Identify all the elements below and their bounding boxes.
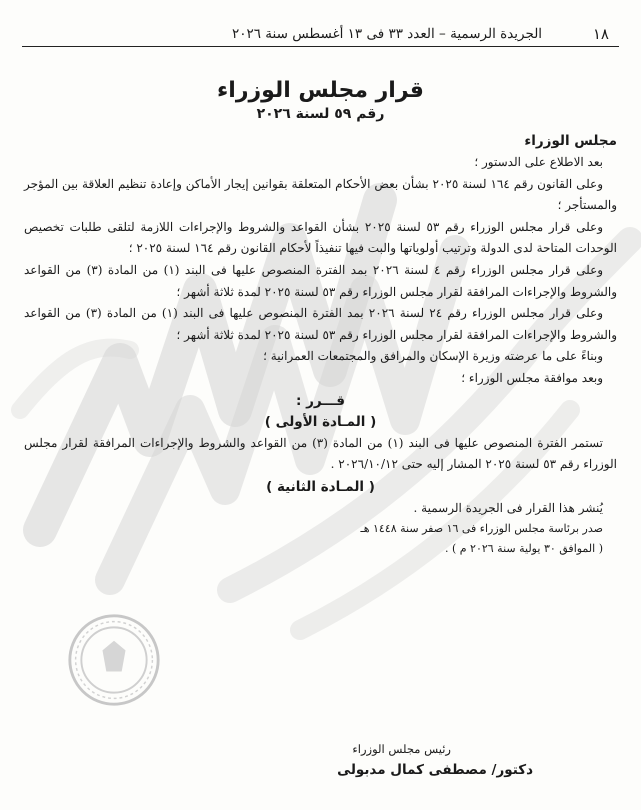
signer-role: رئيس مجلس الوزراء: [352, 742, 451, 756]
preamble-decree-4: وعلى قرار مجلس الوزراء رقم ٤ لسنة ٢٠٢٦ بمد الفترة المنصوص عليها فى البند (١) من المادة (٣) من القواعد والشروط والإجراءات المرافقة لقرار مجلس الوزراء رقم ٥٣ لسنة ٢٠٢٥ لمدة ثلاثة أشهر ؛: [24, 262, 617, 299]
decree-body: [24, 130, 617, 559]
decree-title: قرار مجلس الوزراء: [217, 78, 424, 103]
article-1-text: تستمر الفترة المنصوص عليها فى البند (١) من المادة (٣) من القواعد والشروط والإجراءات المرافقة لقرار مجلس الوزراء رقم ٥٣ لسنة ٢٠٢٥ المشار إليه حتى ٢٠٢٦/١٠/١٢ .: [24, 435, 617, 472]
preamble-law-164: وعلى القانون رقم ١٦٤ لسنة ٢٠٢٥ بشأن بعض الأحكام المتعلقة بقوانين إيجار الأماكن وإعادة تنظيم العلاقة بين المؤجر والمستأجر ؛: [24, 176, 617, 213]
preamble-decree-53: وعلى قرار مجلس الوزراء رقم ٥٣ لسنة ٢٠٢٥ بشأن القواعد والشروط والإجراءات اللازمة لتلقى طلبات تخصيص الوحدات المتاحة لدى الدولة وترتيب أولوياتها والبت فيها تنفيذاً لأحكام القانون رقم ١٦٤ لسنة ٢٠٢٥ ؛: [24, 219, 617, 256]
decree-number: رقم ٥٩ لسنة ٢٠٢٦: [256, 106, 385, 122]
article-2-text: يُنشر هذا القرار فى الجريدة الرسمية .: [413, 500, 603, 515]
page-header: [22, 22, 619, 47]
decides-label: قـــرر :: [296, 392, 345, 409]
page-number: ١٨: [592, 25, 609, 43]
article-2-heading: ( المـادة الثانية ): [266, 478, 375, 495]
preamble-constitution: بعد الاطلاع على الدستور ؛: [474, 155, 603, 169]
issued-line: صدر برئاسة مجلس الوزراء فى ١٦ صفر سنة ١٤٤٨ هـ: [360, 522, 603, 536]
corresponding-date-line: ( الموافق ٣٠ يولية سنة ٢٠٢٦ م ) .: [444, 542, 603, 556]
signer-name: دكتور/ مصطفى كمال مدبولى: [337, 762, 533, 778]
preamble-decree-24: وعلى قرار مجلس الوزراء رقم ٢٤ لسنة ٢٠٢٦ بمد الفترة المنصوص عليها فى البند (١) من المادة (٣) من القواعد والشروط والإجراءات المرافقة لقرار مجلس الوزراء رقم ٥٣ لسنة ٢٠٢٥ لمدة ثلاثة أشهر ؛: [24, 306, 617, 342]
official-seal: [66, 612, 162, 708]
preamble-minister-proposal: وبناءً على ما عرضته وزيرة الإسكان والمرافق والمجتمعات العمرانية ؛: [263, 349, 603, 364]
council-label: مجلس الوزراء: [524, 133, 617, 149]
issue-line: الجريدة الرسمية – العدد ٣٣ فى ١٣ أغسطس سنة ٢٠٢٦: [232, 26, 543, 42]
preamble-council-approval: وبعد موافقة مجلس الوزراء ؛: [461, 370, 603, 385]
article-1-heading: ( المـادة الأولى ): [264, 413, 377, 430]
